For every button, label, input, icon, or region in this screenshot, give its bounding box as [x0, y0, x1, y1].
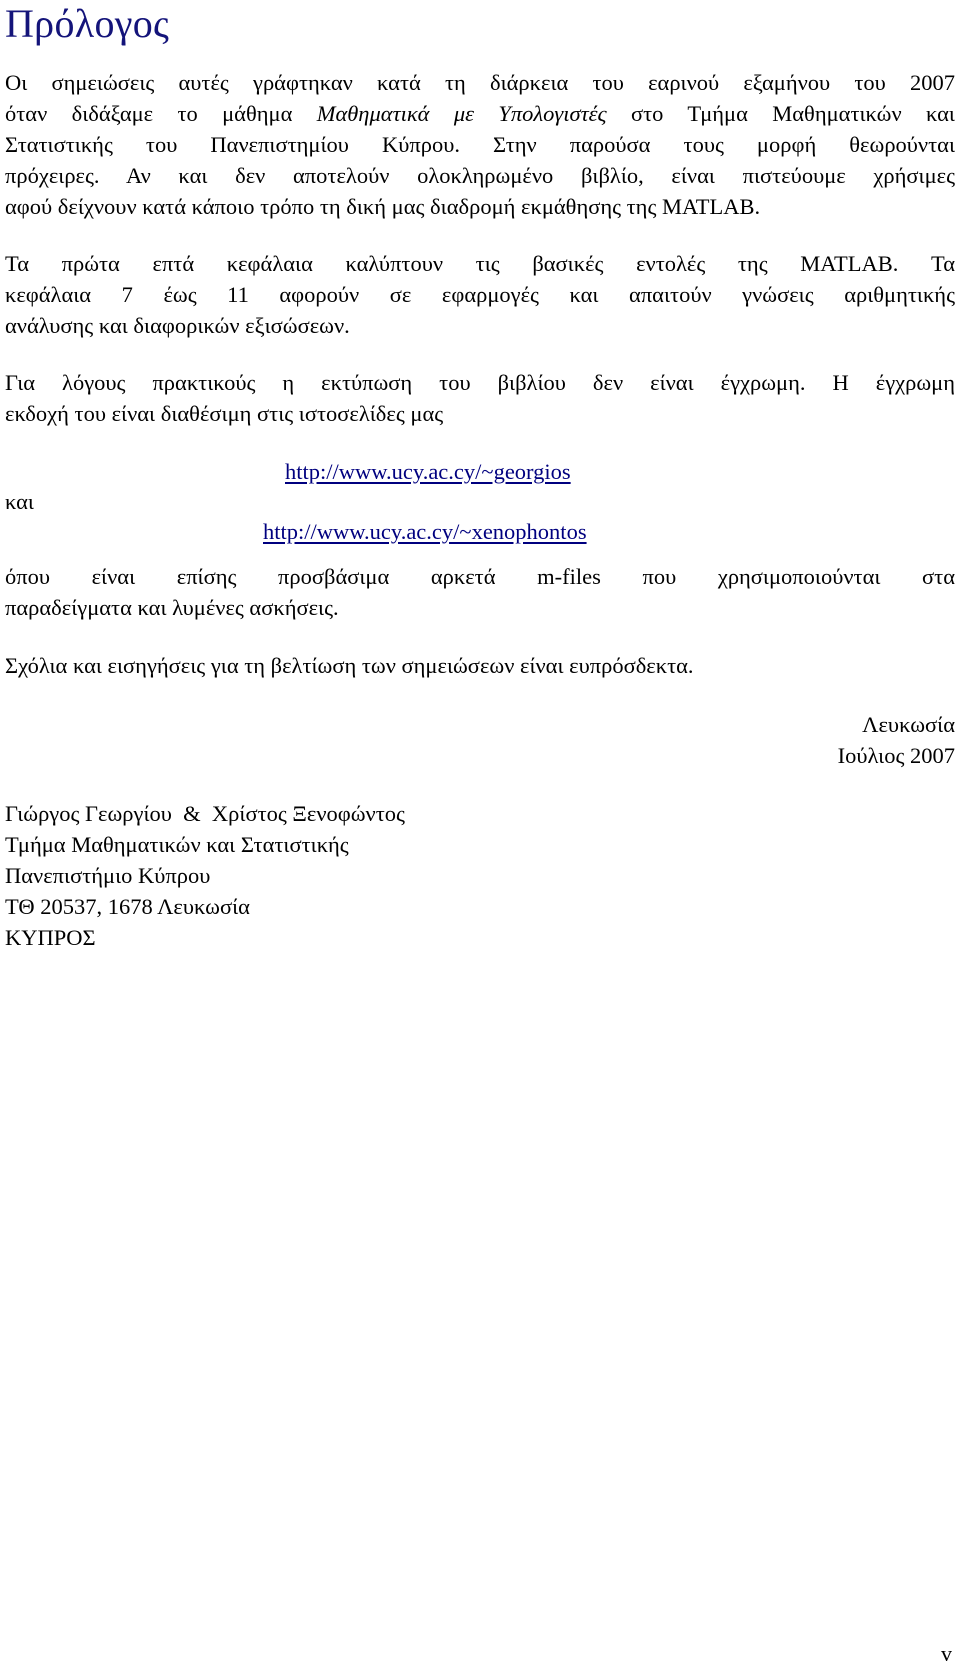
paragraph-line: εκδοχή του είναι διαθέσιμη στις ιστοσελίδες μας — [5, 401, 444, 426]
and-word: και — [5, 489, 34, 514]
signature-block — [838, 709, 955, 771]
paragraph-line: Σχόλια και εισηγήσεις για τη βελτίωση των σημειώσεων είναι ευπρόσδεκτα. — [5, 653, 694, 678]
feedback-paragraph — [5, 650, 955, 681]
department: Τμήμα Μαθηματικών και Στατιστικής — [5, 832, 349, 857]
text-segment: όταν διδάξαμε το μάθημα — [5, 101, 317, 126]
georgios-website-link[interactable]: http://www.ucy.ac.cy/~georgios — [285, 459, 571, 484]
paragraph-line: κεφάλαια 7 έως 11 αφορούν σε εφαρμογές και απαιτούν γνώσεις αριθμητικής — [5, 282, 955, 307]
paragraph-line: παραδείγματα και λυμένες ασκήσεις. — [5, 595, 339, 620]
paragraph-line: Για λόγους πρακτικούς η εκτύπωση του βιβλίου δεν είναι έγχρωμη. Η έγχρωμη — [5, 370, 955, 395]
paragraph-line: πρόχειρες. Αν και δεν αποτελούν ολοκληρωμένο βιβλίο, είναι πιστεύουμε χρήσιμες — [5, 163, 955, 188]
chapters-paragraph — [5, 248, 955, 341]
paragraph-line: Στατιστικής του Πανεπιστημίου Κύπρου. Στην παρούσα τους μορφή θεωρούνται — [5, 132, 955, 157]
color-edition-paragraph — [5, 367, 955, 429]
mfiles-paragraph — [5, 561, 955, 623]
university: Πανεπιστήμιο Κύπρου — [5, 863, 211, 888]
text-segment: στο Τμήμα Μαθηματικών και — [606, 101, 955, 126]
paragraph-line: ανάλυσης και διαφορικών εξισώσεων. — [5, 313, 350, 338]
authors: Γιώργος Γεωργίου & Χρίστος Ξενοφώντος — [5, 801, 405, 826]
paragraph-line: Οι σημειώσεις αυτές γράφτηκαν κατά τη διάρκεια του εαρινού εξαμήνου του 2007 — [5, 70, 955, 95]
course-title: Μαθηματικά με Υπολογιστές — [316, 101, 607, 126]
paragraph-line — [5, 98, 955, 129]
page-title: Πρόλογος — [5, 1, 170, 46]
xenophontos-website-link[interactable]: http://www.ucy.ac.cy/~xenophontos — [263, 519, 587, 544]
signature-date: Ιούλιος 2007 — [837, 743, 955, 768]
paragraph-line: αφού δείχνουν κατά κάποιο τρόπο τη δική μας διαδρομή εκμάθησης της MATLAB. — [5, 194, 761, 219]
po-box: ΤΘ 20537, 1678 Λευκωσία — [5, 894, 250, 919]
country: ΚΥΠΡΟΣ — [5, 925, 96, 950]
address-block — [5, 798, 405, 953]
page-number: v — [941, 1641, 952, 1666]
signature-place: Λευκωσία — [862, 712, 955, 737]
paragraph-line: Τα πρώτα επτά κεφάλαια καλύπτουν τις βασικές εντολές της MATLAB. Τα — [5, 251, 955, 276]
paragraph-line: όπου είναι επίσης προσβάσιμα αρκετά m-files που χρησιμοποιούνται στα — [5, 564, 955, 589]
intro-paragraph — [5, 67, 955, 222]
